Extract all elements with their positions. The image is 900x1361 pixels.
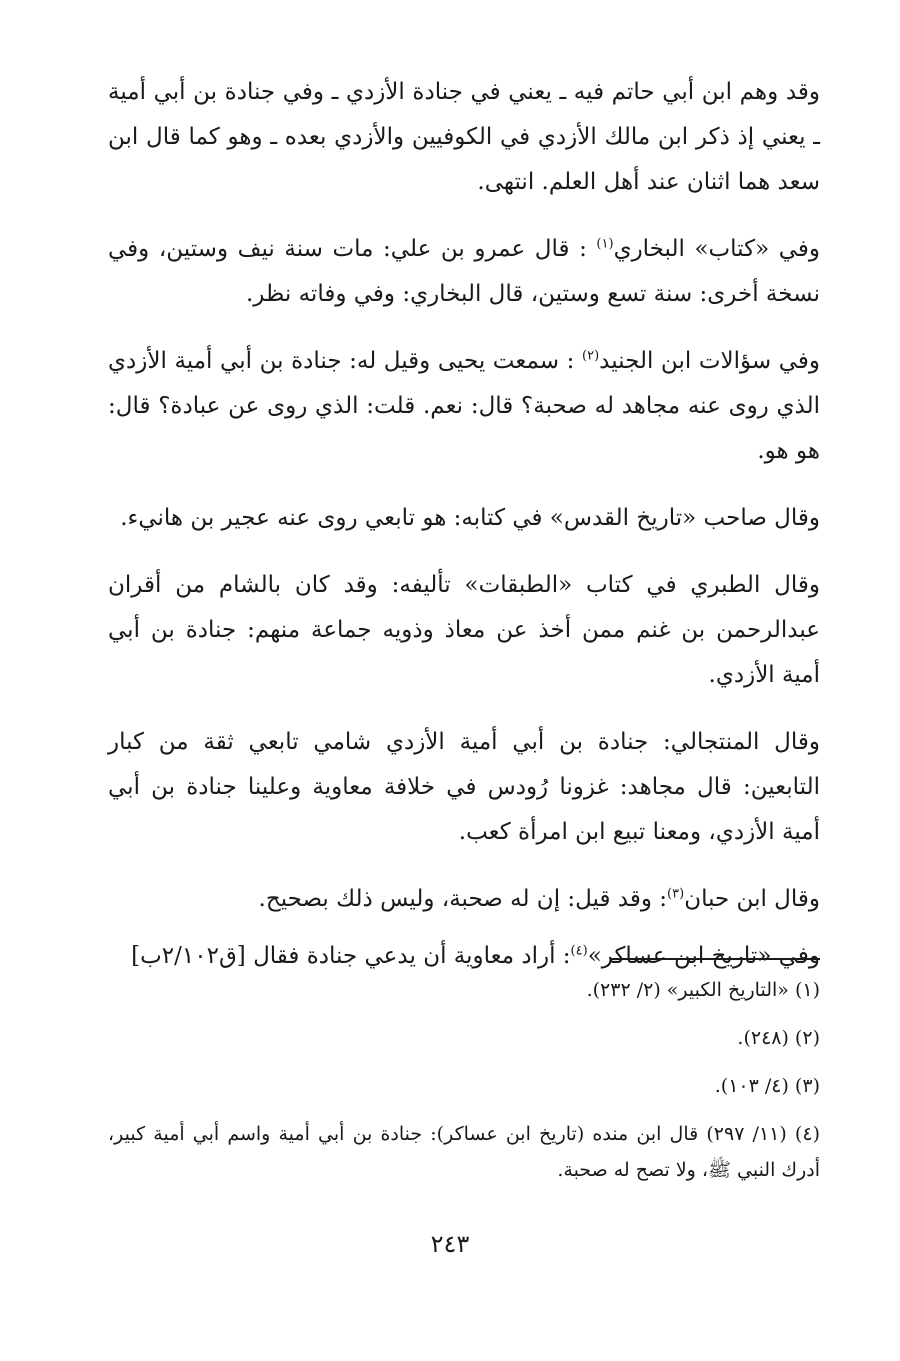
paragraph-2 [108,227,820,317]
paragraph-3-text: وفي سؤالات ابن الجنيد [599,348,820,374]
paragraph-6: وقال المنتجالي: جنادة بن أبي أمية الأزدي شامي تابعي ثقة من كبار التابعين: قال مجاهد: غزونا رُودس في خلافة معاوية وعلينا جنادة بن أبي أمية الأزدي، ومعنا تبيع ابن امرأة كعب. [108,729,820,845]
page-number: ٢٤٣ [430,1230,470,1258]
footnote-3: (٣) (٤/ ١٠٣). [714,1075,820,1097]
footnote-1: (١) «التاريخ الكبير» (٢/ ٢٣٢). [586,979,820,1001]
paragraph-3 [108,339,820,474]
paragraph-7-text: وقال ابن حبان [684,886,820,912]
paragraph-2-text: وفي «كتاب» البخاري [613,236,820,262]
paragraph-4: وقال صاحب «تاريخ القدس» في كتابه: هو تابعي روى عنه عجير بن هانيء. [120,505,820,531]
paragraph-1: وقد وهم ابن أبي حاتم فيه ـ يعني في جنادة الأزدي ـ وفي جنادة بن أبي أمية ـ يعني إذ ذكر ابن مالك الأزدي في الكوفيين والأزدي بعده ـ وهو كما قال ابن سعد هما اثنان عند أهل العلم. انتهى. [108,79,820,195]
footnotes [108,972,820,1200]
footnote-2: (٢) (٢٤٨). [737,1027,820,1049]
footnote-ref-2: (٢) [582,348,600,364]
footnote-separator [610,958,820,960]
main-text [108,70,820,991]
footnote-ref-4: (٤) [570,943,588,959]
paragraph-5: وقال الطبري في كتاب «الطبقات» تأليفه: وقد كان بالشام من أقران عبدالرحمن بن غنم ممن أخذ عن معاذ وذويه جماعة منهم: جنادة بن أبي أمية الأزدي. [108,572,820,688]
paragraph-7-rest: : وقد قيل: إن له صحبة، وليس ذلك بصحيح. [258,886,668,912]
footnote-ref-1: (١) [596,236,614,252]
paragraph-8-text: وفي «تاريخ ابن عساكر» [587,943,820,969]
paragraph-7 [108,877,820,922]
paragraph-8-rest: : أراد معاوية أن يدعي جنادة فقال [ق٢/١٠٢ب] [131,943,571,969]
paragraph-2-rest: : قال عمرو بن علي: مات سنة نيف وستين، وفي نسخة أخرى: سنة تسع وستين، قال البخاري: وفي وفاته نظر. [108,236,820,307]
footnote-4: (٤) (١١/ ٢٩٧) قال ابن منده (تاريخ ابن عساكر): جنادة بن أبي أمية واسم أبي أمية كبير، أدرك النبي ﷺ، ولا تصح له صحبة. [108,1123,820,1181]
paragraph-3-rest: : سمعت يحيى وقيل له: جنادة بن أبي أمية الأزدي الذي روى عنه مجاهد له صحبة؟ قال: نعم. قلت: الذي روى عن عبادة؟ قال: هو هو. [108,348,820,464]
footnote-ref-3: (٣) [667,886,685,902]
